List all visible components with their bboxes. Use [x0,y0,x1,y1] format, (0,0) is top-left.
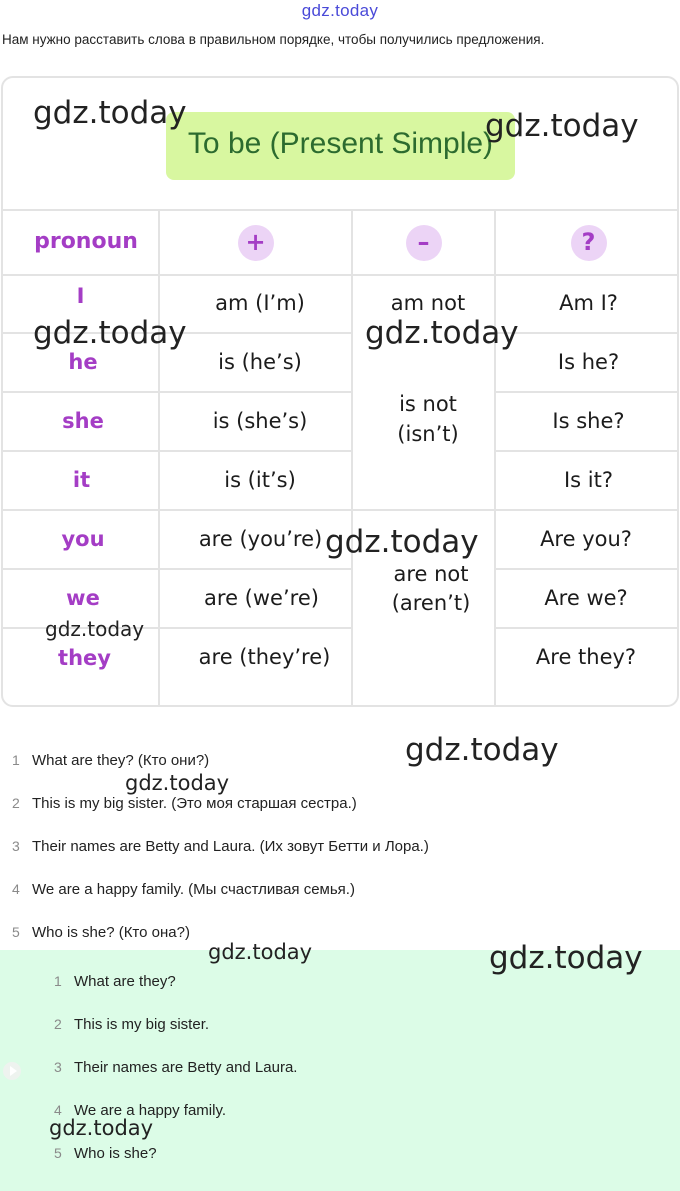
answer-item: 3 Their names are Betty and Laura. [54,1059,298,1076]
question-cell: Is he? [557,349,620,374]
pronoun-cell: they [58,645,111,670]
pronoun-cell: we [66,585,100,610]
list-item: 1 What are they? (Кто они?) [12,752,210,769]
to-be-table-card [1,76,679,707]
header-question [496,211,679,274]
watermark: gdz.today [49,1116,154,1140]
positive-cell: is (it’s) [224,467,296,492]
play-icon[interactable] [3,1062,21,1080]
positive-cell: is (he’s) [218,349,302,374]
negative-cell-is: is not (isn’t) [397,392,459,446]
watermark: gdz.today [325,524,479,560]
question-cell: Is she? [552,408,625,433]
pronoun-cell: he [68,350,98,374]
minus-icon: – [406,225,442,261]
question-cell: Am I? [559,291,618,316]
watermark: gdz.today [208,940,313,964]
question-cell: Is it? [563,467,614,492]
instruction-text: Нам нужно расставить слова в правильном порядке, чтобы получились предложения. [2,32,545,47]
header-pronoun: pronoun [34,229,138,255]
answer-item: 2 This is my big sister. [54,1016,210,1033]
negative-cell-am: am not [390,291,466,316]
positive-cell: are (they’re) [198,644,331,669]
watermark: gdz.today [45,617,145,641]
header-positive [160,211,351,274]
question-icon: ? [571,225,607,261]
watermark: gdz.today [489,940,643,976]
watermark: gdz.today [33,315,187,351]
watermark: gdz.today [365,315,519,351]
list-item: 4 We are a happy family. (Мы счастливая семья.) [12,881,355,898]
watermark: gdz.today [125,771,230,795]
negative-cell-are: are not (aren’t) [391,561,471,615]
watermark: gdz.today [405,732,559,768]
positive-cell: is (she’s) [212,408,308,433]
answer-item: 5 Who is she? [54,1145,157,1162]
header-negative [353,211,494,274]
pronoun-cell: it [72,467,91,492]
list-item: 5 Who is she? (Кто она?) [12,924,190,941]
watermark: gdz.today [485,108,639,144]
positive-cell: are (we’re) [204,585,319,610]
positive-cell: am (I’m) [215,291,305,316]
question-cell: Are they? [535,644,637,669]
question-cell: Are you? [540,526,632,551]
table-title: To be (Present Simple) [187,127,494,160]
top-watermark: gdz.today [301,1,379,20]
plus-icon: + [238,225,274,261]
pronoun-cell: I [76,284,85,308]
answer-item: 1 What are they? [54,973,176,990]
watermark: gdz.today [33,95,187,131]
pronoun-cell: you [61,526,105,551]
pronoun-cell: she [62,408,104,433]
answer-item: 4 We are a happy family. [54,1102,227,1119]
list-item: 2 This is my big sister. (Это моя старшая сестра.) [12,795,357,812]
positive-cell: are (you’re) [198,526,323,551]
list-item: 3 Their names are Betty and Laura. (Их зовут Бетти и Лора.) [12,838,429,855]
question-cell: Are we? [544,585,628,610]
